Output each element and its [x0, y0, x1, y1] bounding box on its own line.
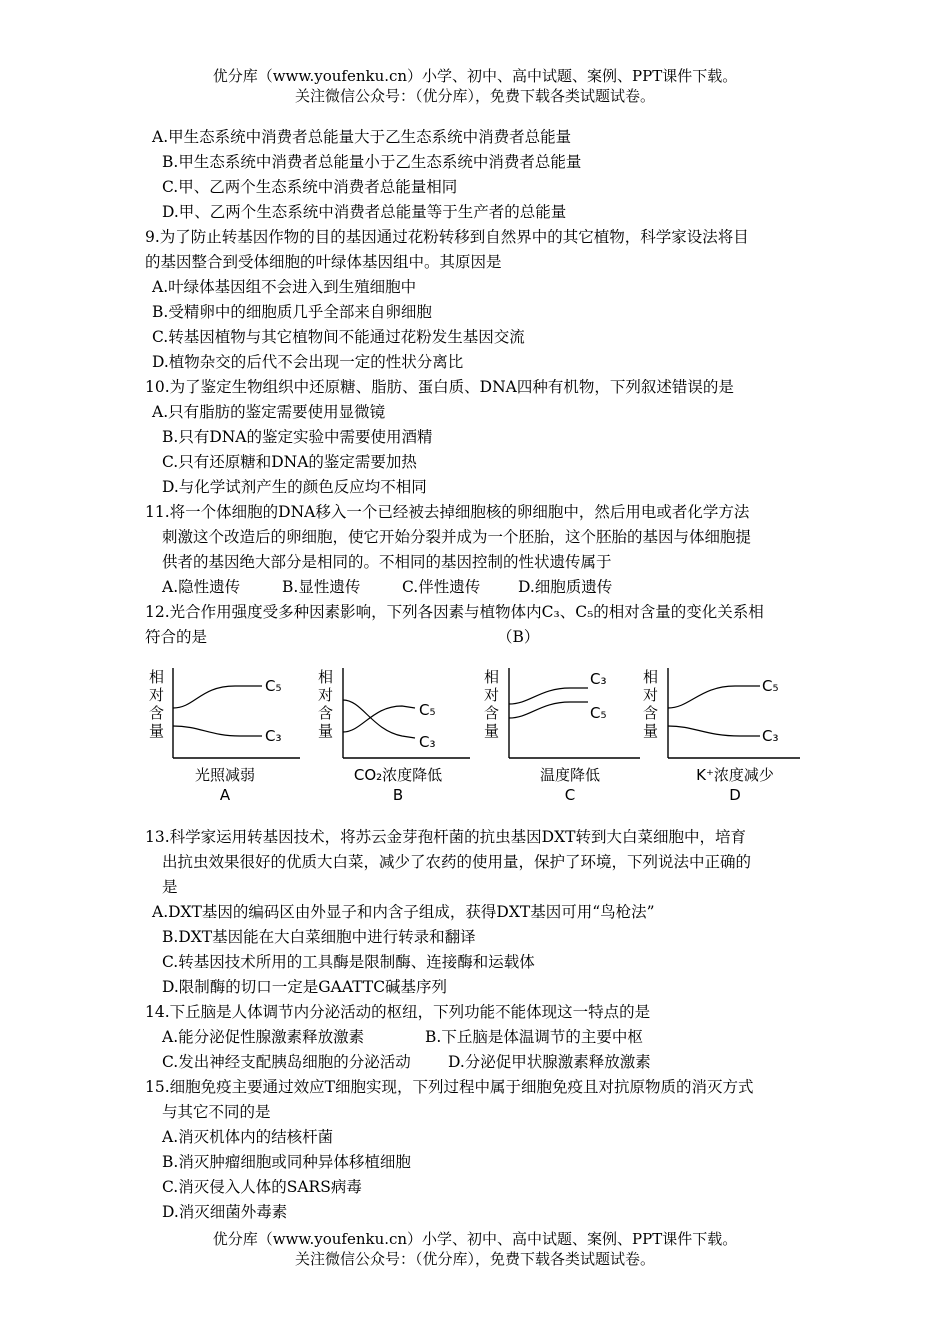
y-label-char: 相: [484, 668, 500, 686]
q14-stem: 14.下丘脑是人体调节内分泌活动的枢纽，下列功能不能体现这一特点的是: [145, 1003, 651, 1021]
q12-chart-a-svg: [140, 660, 320, 810]
q9-option-b: B.受精卵中的细胞质几乎全部来自卵细胞: [152, 303, 432, 321]
q11-option-b: B.显性遗传: [282, 578, 361, 596]
q15-stem-line-1: 15.细胞免疫主要通过效应T细胞实现，下列过程中属于细胞免疫且对抗原物质的消灭方式: [145, 1078, 754, 1096]
footer-line-1: 优分库（www.youfenku.cn）小学、初中、高中试题、案例、PPT课件下载。: [212, 1230, 738, 1248]
q8-option-c: C.甲、乙两个生态系统中消费者总能量相同: [162, 178, 458, 196]
y-label-char: 含: [149, 704, 165, 722]
q13-option-a: A.DXT基因的编码区由外显子和内含子组成，获得DXT基因可用“鸟枪法”: [152, 903, 655, 921]
q11-stem-line-2: 刺激这个改造后的卵细胞，使它开始分裂并成为一个胚胎，这个胚胎的基因与体细胞提: [162, 528, 752, 546]
curve-top-label: C₅: [419, 701, 436, 719]
y-label-char: 量: [149, 722, 165, 740]
curve-bottom: [668, 726, 760, 736]
curve-bottom-label: C₃: [419, 733, 436, 751]
q12-stem-line-1: 12.光合作用强度受多种因素影响，下列各因素与植物体内C₃、C₅的相对含量的变化关系相: [145, 603, 764, 621]
chart-letter: A: [219, 786, 231, 804]
q13-stem-line-2: 出抗虫效果很好的优质大白菜，减少了农药的使用量，保护了环境，下列说法中正确的: [162, 853, 752, 871]
q8-option-a: A.甲生态系统中消费者总能量大于乙生态系统中消费者总能量: [152, 128, 572, 146]
chart-caption: CO₂浓度降低: [353, 766, 443, 784]
y-label-char: 对: [318, 686, 334, 704]
y-label-char: 量: [318, 722, 334, 740]
y-label-char: 对: [643, 686, 659, 704]
header-line-1: 优分库（www.youfenku.cn）小学、初中、高中试题、案例、PPT课件下载。: [212, 67, 738, 85]
q13-option-c: C.转基因技术所用的工具酶是限制酶、连接酶和运载体: [162, 953, 535, 971]
q11-option-c: C.伴性遗传: [402, 578, 481, 596]
curve-top: [668, 686, 760, 708]
curve-bottom-label: C₃: [762, 727, 779, 745]
y-label-char: 含: [643, 704, 659, 722]
q8-option-d: D.甲、乙两个生态系统中消费者总能量等于生产者的总能量: [162, 203, 567, 221]
y-label-char: 对: [149, 686, 165, 704]
curve-bottom-label: C₅: [590, 704, 607, 722]
q13-stem-line-1: 13.科学家运用转基因技术，将苏云金芽孢杆菌的抗虫基因DXT转到大白菜细胞中，培育: [145, 828, 746, 846]
q15-option-b: B.消灭肿瘤细胞或同种异体移植细胞: [162, 1153, 411, 1171]
curve-top-label: C₅: [265, 677, 282, 695]
q10-option-b: B.只有DNA的鉴定实验中需要使用酒精: [162, 428, 433, 446]
curve-falling: [343, 700, 415, 738]
chart-letter: B: [392, 786, 404, 804]
q14-option-a: A.能分泌促性腺激素释放激素: [162, 1028, 365, 1046]
y-label-char: 含: [484, 704, 500, 722]
q12-chart-d-svg: [640, 660, 820, 810]
q9-option-a: A.叶绿体基因组不会进入到生殖细胞中: [152, 278, 417, 296]
q10-stem: 10.为了鉴定生物组织中还原糖、脂肪、蛋白质、DNA四种有机物，下列叙述错误的是: [145, 378, 734, 396]
q11-stem-line-3: 供者的基因绝大部分是相同的。不相同的基因控制的性状遗传属于: [162, 553, 612, 571]
q12-chart-a: [140, 660, 320, 810]
curve-rising: [343, 706, 415, 732]
curve-bottom-label: C₃: [265, 727, 282, 745]
q10-option-d: D.与化学试剂产生的颜色反应均不相同: [162, 478, 427, 496]
y-label-char: 量: [484, 722, 500, 740]
q15-option-c: C.消灭侵入人体的SARS病毒: [162, 1178, 362, 1196]
curve-top-label: C₅: [762, 677, 779, 695]
footer-line-2: 关注微信公众号：（优分库），免费下载各类试题试卷。: [294, 1250, 655, 1268]
q13-option-d: D.限制酶的切口一定是GAATTC碱基序列: [162, 978, 448, 996]
q9-stem-line-2: 的基因整合到受体细胞的叶绿体基因组中。其原因是: [145, 253, 502, 271]
curve-top: [173, 686, 262, 708]
q15-option-a: A.消灭机体内的结核杆菌: [162, 1128, 334, 1146]
q8-option-b: B.甲生态系统中消费者总能量小于乙生态系统中消费者总能量: [162, 153, 582, 171]
q9-stem-line-1: 9.为了防止转基因作物的目的基因通过花粉转移到自然界中的其它植物，科学家设法将目: [145, 228, 749, 246]
y-label-char: 对: [484, 686, 500, 704]
q10-option-a: A.只有脂肪的鉴定需要使用显微镜: [152, 403, 386, 421]
q13-option-b: B.DXT基因能在大白菜细胞中进行转录和翻译: [162, 928, 476, 946]
q12-chart-c: [480, 660, 660, 810]
q11-option-a: A.隐性遗传: [162, 578, 241, 596]
chart-caption: 光照减弱: [194, 766, 256, 784]
q14-option-b: B.下丘脑是体温调节的主要中枢: [425, 1028, 643, 1046]
curve-top-label: C₃: [590, 670, 607, 688]
q12-answer: （B）: [497, 628, 540, 646]
chart-caption: 温度降低: [539, 766, 601, 784]
q12-chart-c-svg: [480, 660, 660, 810]
q12-stem-line-2: 符合的是: [145, 628, 208, 646]
y-label-char: 含: [318, 704, 334, 722]
q15-option-d: D.消灭细菌外毒素: [162, 1203, 288, 1221]
curve-bottom: [173, 726, 262, 736]
y-label-char: 相: [643, 668, 659, 686]
q9-option-d: D.植物杂交的后代不会出现一定的性状分离比: [152, 353, 464, 371]
q15-stem-line-2: 与其它不同的是: [162, 1103, 271, 1121]
q11-stem-line-1: 11.将一个体细胞的DNA移入一个已经被去掉细胞核的卵细胞中，然后用电或者化学方法: [145, 503, 750, 521]
q12-chart-d: [640, 660, 820, 810]
chart-letter: C: [564, 786, 576, 804]
q12-chart-b: [312, 660, 492, 810]
curve-bottom: [509, 702, 588, 718]
q11-option-d: D.细胞质遗传: [518, 578, 613, 596]
chart-letter: D: [729, 786, 741, 804]
q13-stem-line-3: 是: [162, 878, 178, 896]
q12-chart-b-svg: [312, 660, 492, 810]
header-line-2: 关注微信公众号：（优分库），免费下载各类试题试卷。: [294, 87, 655, 105]
y-label-char: 相: [149, 668, 165, 686]
q14-option-d: D.分泌促甲状腺激素释放激素: [448, 1053, 651, 1071]
q10-option-c: C.只有还原糖和DNA的鉴定需要加热: [162, 453, 417, 471]
chart-caption: K⁺浓度减少: [696, 766, 774, 784]
y-label-char: 相: [318, 668, 334, 686]
y-label-char: 量: [643, 722, 659, 740]
q9-option-c: C.转基因植物与其它植物间不能通过花粉发生基因交流: [152, 328, 525, 346]
q14-option-c: C.发出神经支配胰岛细胞的分泌活动: [162, 1053, 411, 1071]
